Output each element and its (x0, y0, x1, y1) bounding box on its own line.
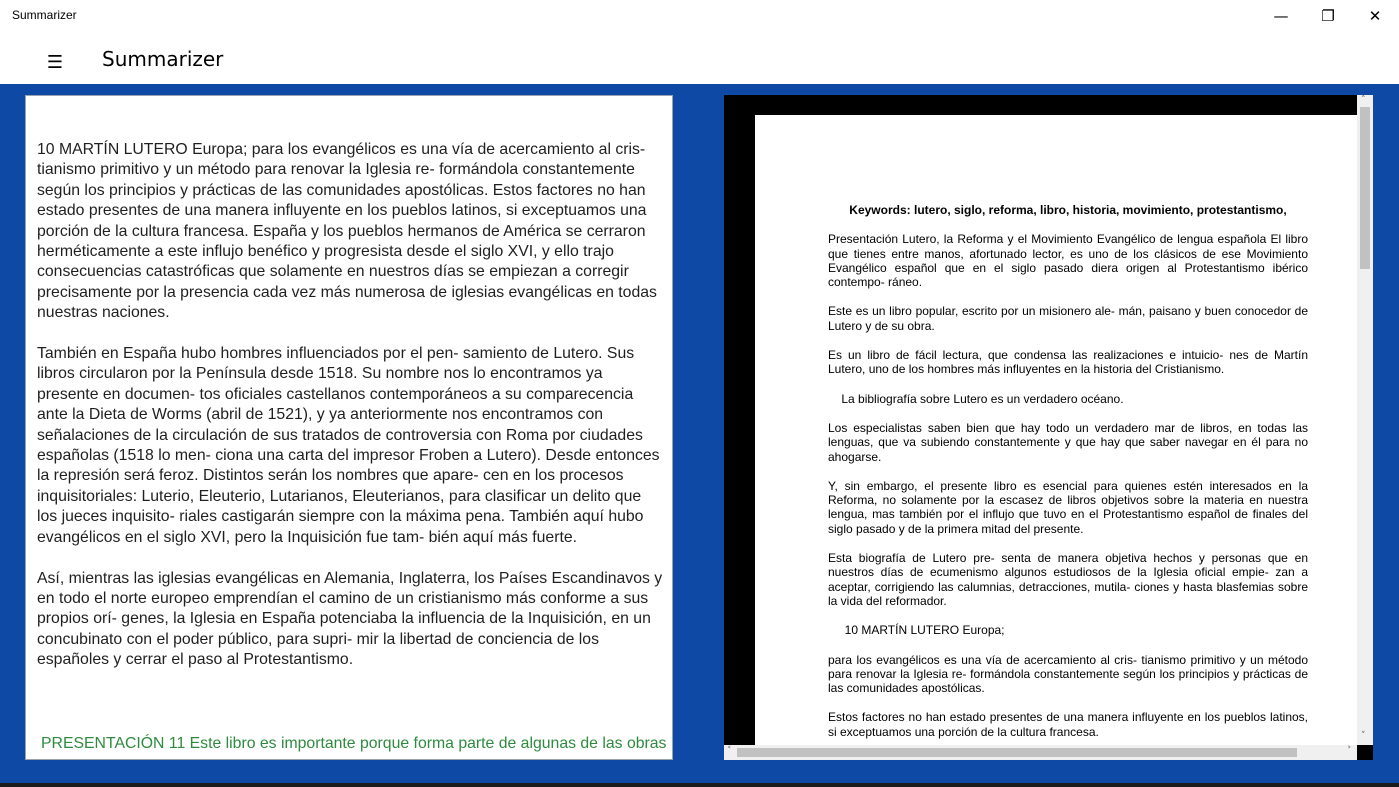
horizontal-scrollbar[interactable] (724, 745, 1357, 760)
pdf-paragraph: Presentación Lutero, la Reforma y el Movimiento Evangélico de lengua española El libro que tienes entre manos, afortunado lector, es uno de los clásicos de ese Movimiento Evangélico español que en el siglo pasado diera origen al Protestantismo ibérico contempo- ráneo. (828, 232, 1308, 290)
pdf-paragraph: Los especialistas saben bien que hay todo un verdadero mar de libros, en todas las lenguas, que va subiendo constantemente y que hay que saber navegar en él para no ahogarse. (828, 420, 1308, 464)
horizontal-scroll-thumb[interactable] (737, 748, 1297, 757)
pdf-paragraph: 10 MARTÍN LUTERO Europa; (828, 623, 1005, 638)
pdf-page-text (828, 203, 1308, 745)
hamburger-menu-icon[interactable]: ☰ (46, 52, 64, 73)
pdf-paragraph: Y, sin embargo, el presente libro es esencial para quienes estén interesados en la Reforma, no solamente por la escasez de libros objetivos sobre la materia en nuestra lengua, mas también por el influjo que tuvo en el Protestantismo español de finales del siglo pasado y de la primera mitad del presente. (828, 478, 1308, 536)
pdf-paragraph: Este es un libro popular, escrito por un misionero ale- mán, paisano y buen conocedor de Lutero y de su obra. (828, 304, 1308, 333)
pdf-preview-viewer[interactable] (724, 95, 1373, 760)
scroll-left-arrow-icon[interactable]: ˂ (727, 746, 732, 756)
vertical-scroll-thumb[interactable] (1360, 107, 1370, 269)
scroll-right-arrow-icon[interactable]: ˃ (1347, 746, 1352, 756)
app-title: Summarizer (102, 47, 224, 71)
pdf-paragraph: para los evangélicos es una vía de acercamiento al cris- tianismo primitivo y un método para renovar la Iglesia re- formándola constantemente según los principios y prácticas de las comunidades apostólicas. (828, 652, 1308, 696)
vertical-scrollbar[interactable] (1357, 95, 1373, 745)
pdf-keywords: Keywords: lutero, siglo, reforma, libro, historia, movimiento, protestantismo, (849, 203, 1287, 217)
app-header (0, 32, 1399, 84)
summary-text (37, 140, 665, 691)
title-bar (0, 0, 1399, 32)
taskbar-edge (0, 783, 1399, 787)
pdf-paragraph: Es un libro de fácil lectura, que condensa las realizaciones e intuicio- nes de Martín Lutero, uno de los hombres más influyentes en la historia del Cristianismo. (828, 348, 1308, 377)
summary-text-box[interactable] (25, 95, 673, 760)
minimize-button[interactable]: — (1273, 7, 1289, 25)
scroll-up-arrow-icon[interactable]: ˄ (1361, 95, 1366, 105)
close-button[interactable]: ✕ (1368, 7, 1382, 25)
summary-paragraph: También en España hubo hombres influenciados por el pen- samiento de Lutero. Sus libros circularon por la Península desde 1518. Su nombre nos lo encontramos ya presente en documen- tos oficiales castellanos contemporáneos a su comparecencia ante la Dieta de Worms (abril de 1521), y ya anteriormente nos encontramos con señalaciones de la circulación de sus tratados de controversia con Roma por ciudades españolas (1518 lo men- ciona una carta del impresor Froben a Lutero). Desde entonces la represión será feroz. Distintos serán los nombres que apare- cen en los procesos inquisitoriales: Luterio, Eleuterio, Lutarianos, Eleuterianos, para clasificar un delito que los jueces inquisito- riales castigarán siempre con la máxima pena. También aquí hubo evangélicos en el siglo XVI, pero la Inquisición fue tam- bién aquí más fuerte. (37, 345, 660, 546)
summary-paragraph: 10 MARTÍN LUTERO Europa; para los evangélicos es una vía de acercamiento al cris- tianismo primitivo y un método para renovar la Iglesia re- formándola constantemente según los principios y prácticas de las comunidades apostólicas. Estos factores no han estado presentes de una manera influyente en los pueblos latinos, si exceptuamos una porción de la cultura francesa. España y los pueblos hermanos de América se cerraron herméticamente a este influjo benéfico y progresista desde el siglo XVI, y ello trajo consecuencias catastróficas que solamente en nuestros días se empiezan a corregir precisamente por la presencia cada vez más numerosa de iglesias evangélicas en todas nuestras naciones. (37, 141, 657, 322)
window-title: Summarizer (12, 8, 77, 22)
pdf-paragraph: Esta biografía de Lutero pre- senta de manera objetiva hechos y personas que en nuestros días de ecumenismo algunos estudiosos de la Iglesia oficial empie- zan a aceptar, corrigiendo las calumnias, detracciones, mutila- ciones y hasta blasfemias sobre la vida del reformador. (828, 551, 1308, 608)
summary-paragraph: Así, mientras las iglesias evangélicas en Alemania, Inglaterra, los Países Escandinavos y en todo el norte europeo emprendían el camino de un cristianismo más conforme a sus propios orí- genes, la Iglesia en España potenciaba la influencia de la Inquisición, en un concubinato con el poder público, para supri- mir la libertad de conciencia de los españoles y cerrar el paso al Protestantismo. (37, 569, 663, 669)
pdf-page (755, 115, 1357, 745)
maximize-button[interactable]: ❐ (1321, 7, 1335, 25)
pdf-paragraph: Estos factores no han estado presentes de una manera influyente en los pueblos latinos, si exceptuamos una porción de la cultura francesa. (828, 710, 1308, 739)
summary-footer-line: PRESENTACIÓN 11 Este libro es importante porque forma parte de algunas de las obras (41, 735, 667, 752)
pdf-paragraph: La bibliografía sobre Lutero es un verdadero océano. (828, 391, 1124, 406)
scroll-down-arrow-icon[interactable]: ˅ (1361, 731, 1366, 741)
